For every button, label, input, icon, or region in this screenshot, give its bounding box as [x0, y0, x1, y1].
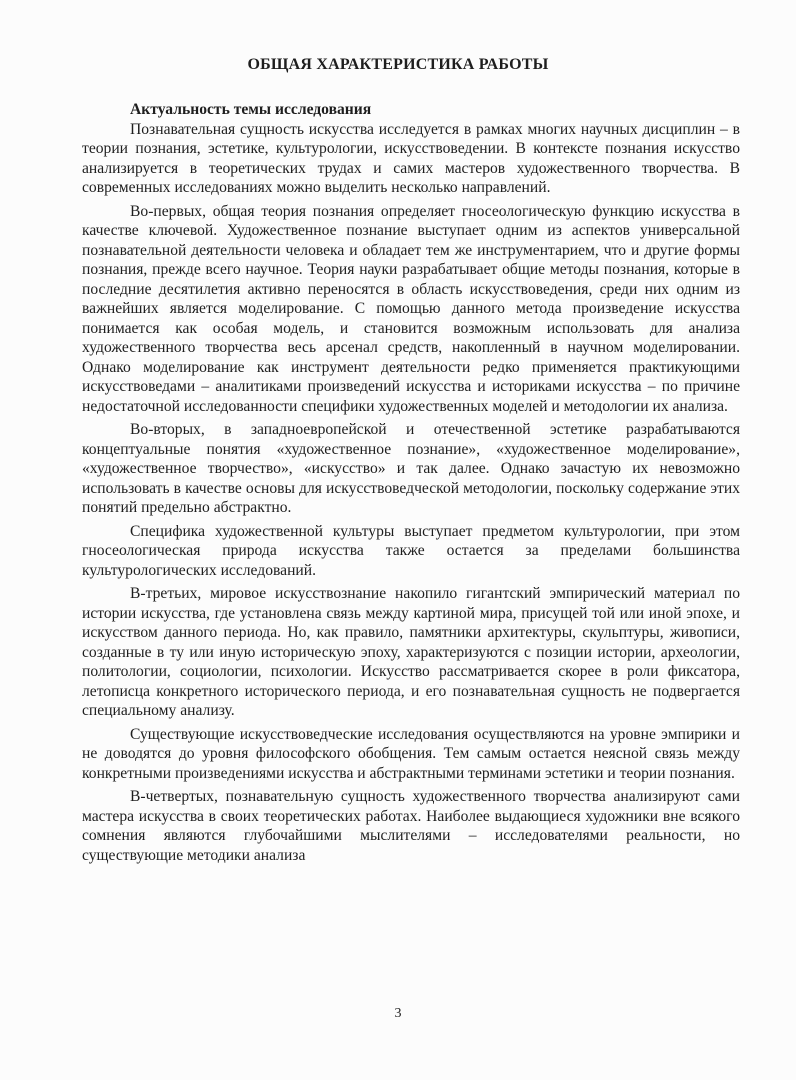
- paragraph-third-direction: В-третьих, мировое искусствознание накопило гигантский эмпирический материал по истории искусства, где установлена связь между картиной мира, присущей той или иной эпохе, и искусством данного периода. Но, как правило, памятники архитектуры, скульптуры, живописи, созданные в ту или иную историческую эпоху, характеризуются с позиции истории, археологии, политологии, социологии, психологии. Искусство рассматривается скорее в роли фиксатора, летописца конкретного исторического периода, и его познавательная сущность не подвергается специальному анализу.: [82, 585, 740, 719]
- document-title: ОБЩАЯ ХАРАКТЕРИСТИКА РАБОТЫ: [247, 56, 549, 73]
- paragraph-first-direction: Во-первых, общая теория познания определяет гносеологическую функцию искусства в качестве ключевой. Художественное познание выступает одним из аспектов универсальной познавательной деятельности человека и обладает тем же инструментарием, что и другие формы познания, прежде всего научное. Теория науки разрабатывает общие методы познания, которые в последние десятилетия активно переносятся в область искусствоведения, среди них одним из важнейших является моделирование. С помощью данного метода произведение искусства понимается как особая модель, и становится возможным использовать для анализа художественного творчества весь арсенал средств, накопленный в научном моделировании. Однако моделирование как инструмент деятельности редко применяется практикующими искусствоведами – аналитиками произведений искусства и историками искусства – по причине недостаточной исследованности специфики художественных моделей и методологии их анализа.: [82, 202, 740, 415]
- paragraph-empirical-research: Существующие искусствоведческие исследования осуществляются на уровне эмпирики и не доводятся до уровня философского обобщения. Тем самым остается неясной связь между конкретными произведениями искусства и абстрактными терминами эстетики и теории познания.: [82, 725, 740, 782]
- document-body: [82, 100, 740, 869]
- paragraph-culturology: Специфика художественной культуры выступает предметом культурологии, при этом гносеологическая природа искусства также остается за пределами большинства культурологических исследований.: [82, 522, 740, 579]
- section-heading: Актуальность темы исследования: [130, 101, 372, 118]
- paragraph-second-direction: Во-вторых, в западноевропейской и отечественной эстетике разрабатываются концептуальные понятия «художественное познание», «художественное моделирование», «художественное творчество», «искусство» и так далее. Однако зачастую их невозможно использовать в качестве основы для искусствоведческой методологии, поскольку содержание этих понятий предельно абстрактно.: [82, 421, 740, 516]
- paragraph-fourth-direction: В-четвертых, познавательную сущность художественного творчества анализируют сами мастера искусства в своих теоретических работах. Наиболее выдающиеся художники вне всякого сомнения являются глубочайшими мыслителями – исследователями реальности, но существующие методики анализа: [82, 788, 740, 864]
- paragraph-intro: Познавательная сущность искусства исследуется в рамках многих научных дисциплин – в теории познания, эстетике, культурологии, искусствоведении. В контексте познания искусство анализируется в теоретических трудах и самих мастеров художественного творчества. В современных исследованиях можно выделить несколько направлений.: [82, 120, 740, 196]
- page-number: 3: [394, 1006, 402, 1021]
